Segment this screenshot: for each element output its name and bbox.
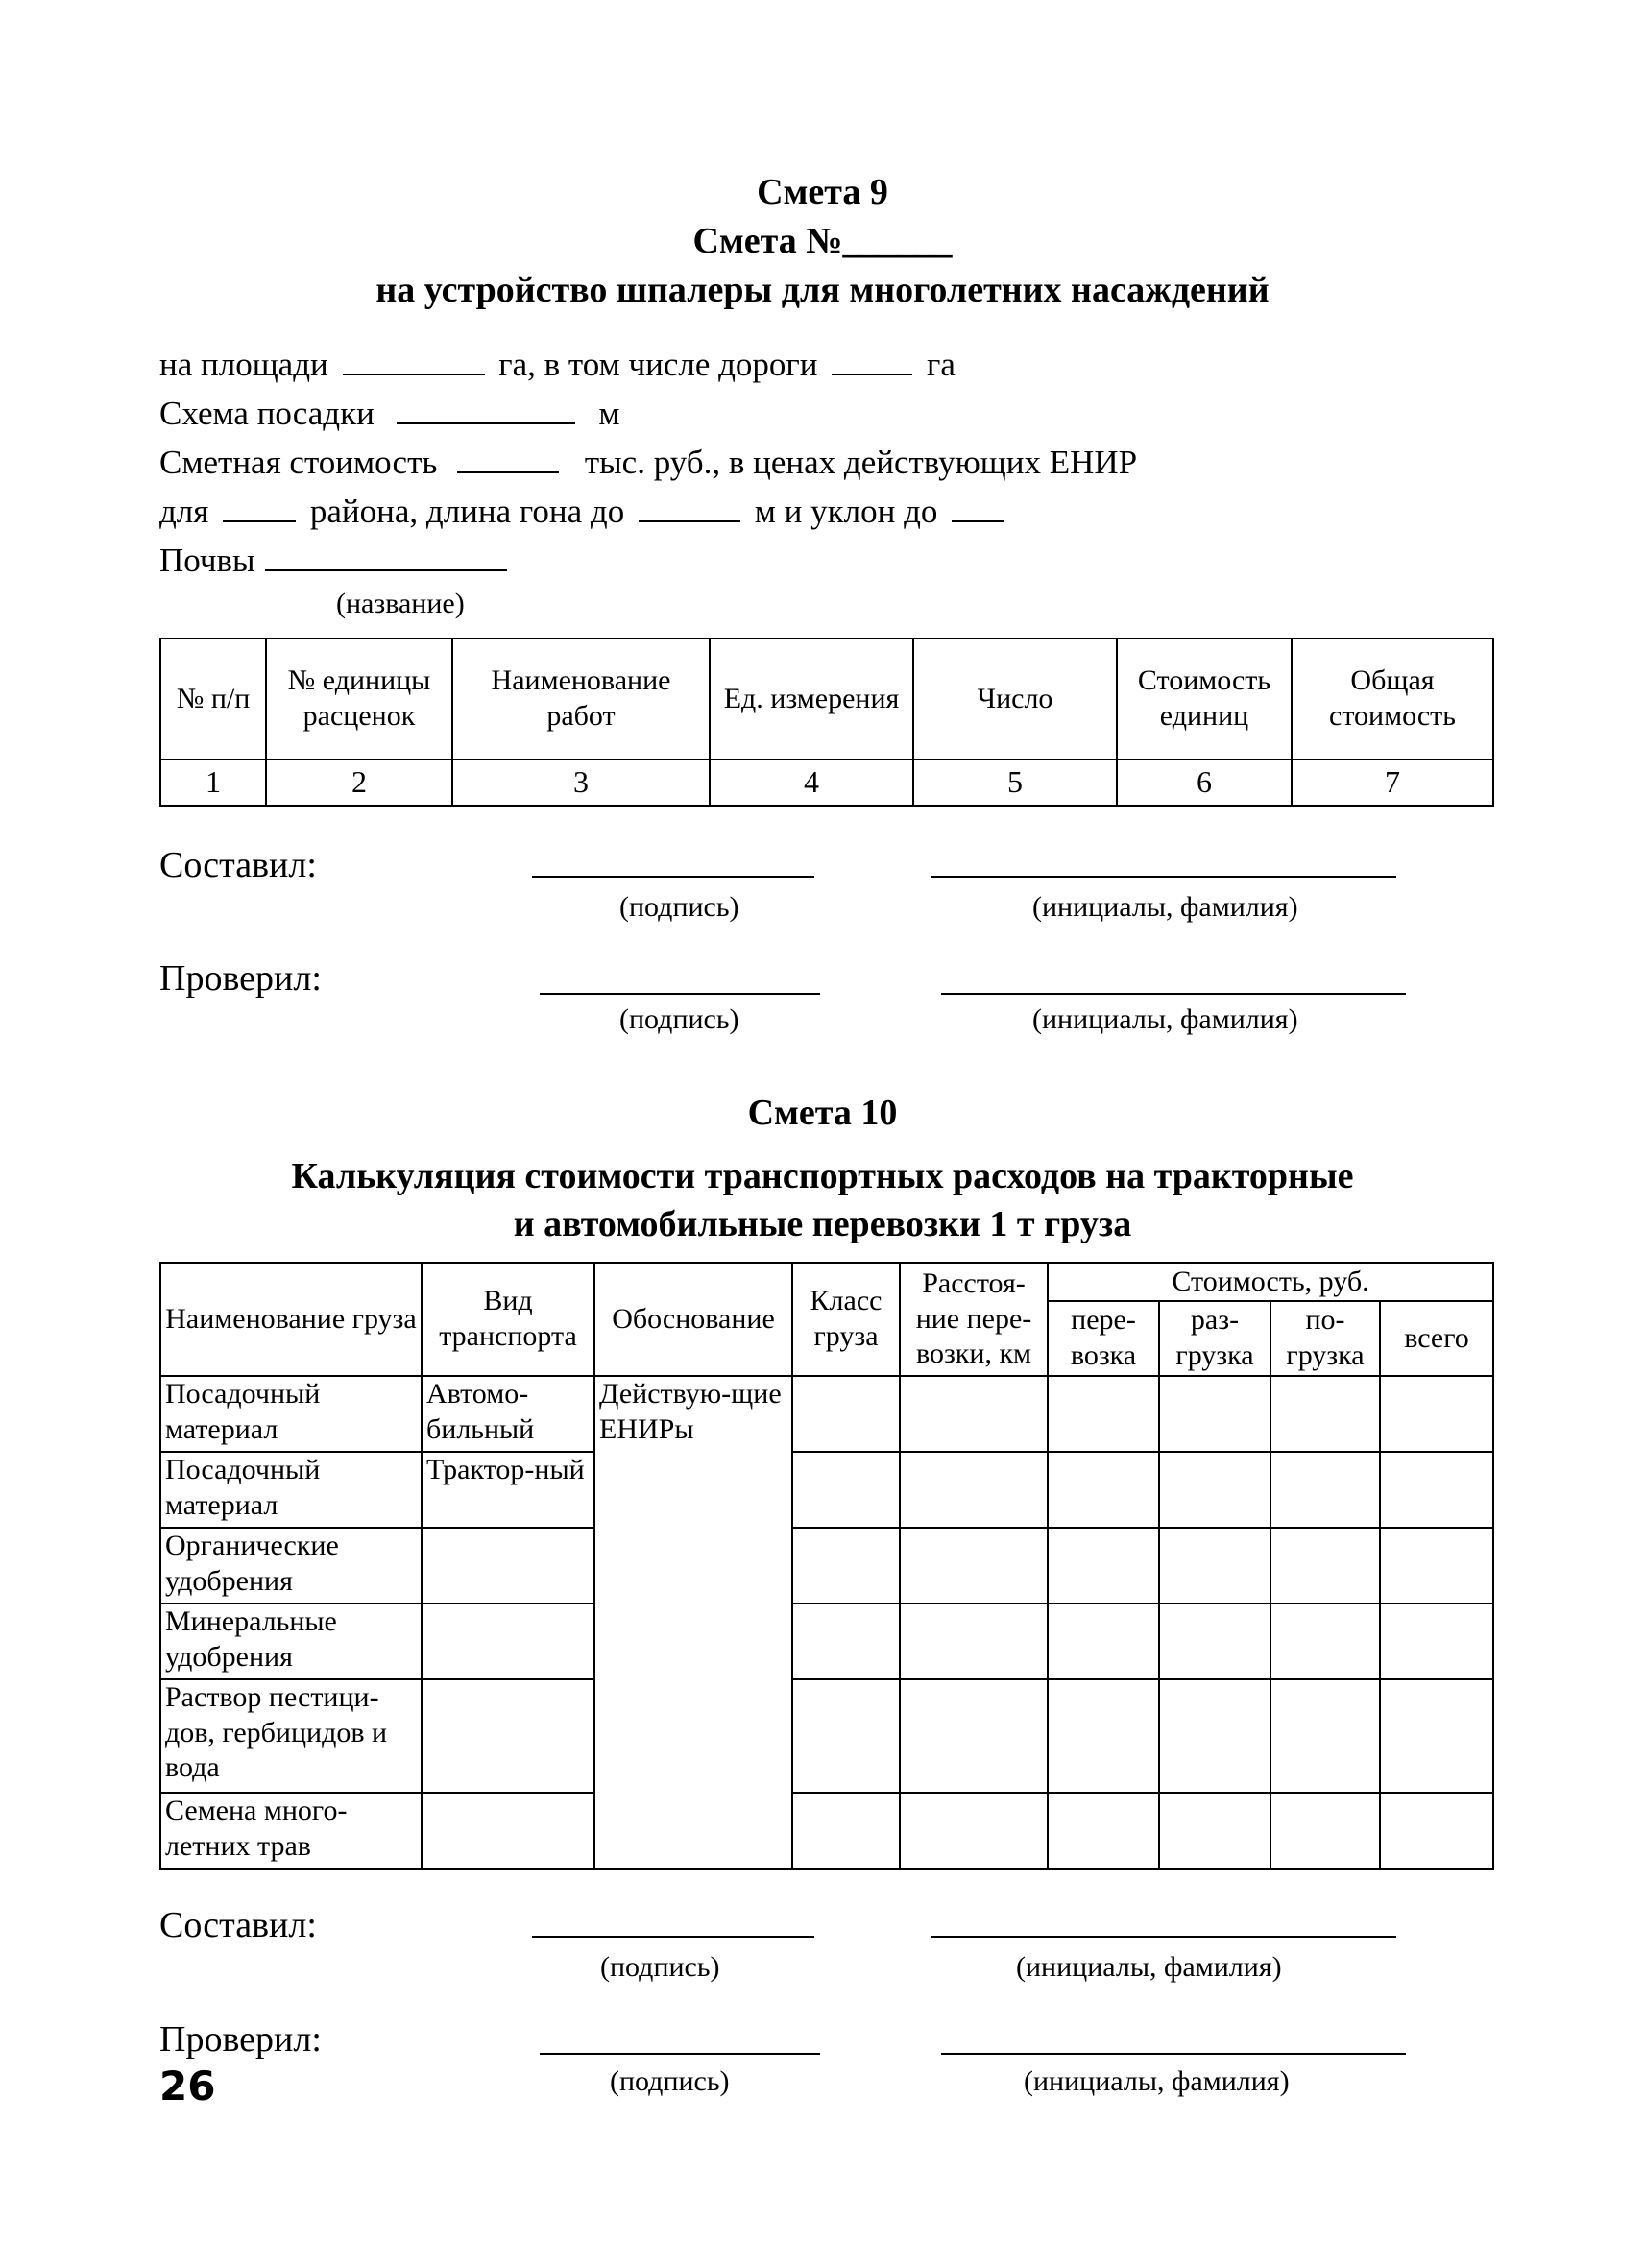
empty-cell[interactable] <box>900 1604 1048 1679</box>
header-pp: № п/п <box>160 639 266 760</box>
cargo-cell: Семена много-летних трав <box>160 1793 422 1869</box>
area-line <box>159 348 956 381</box>
region-line <box>159 495 1009 528</box>
empty-cell[interactable] <box>1380 1679 1493 1793</box>
header-unit: Ед. измерения <box>710 639 913 760</box>
empty-cell[interactable] <box>1270 1452 1380 1528</box>
header-transport-cost: пере-возка <box>1048 1301 1159 1376</box>
smeta9-compiled-label: Составил: <box>159 845 317 885</box>
smeta9-checked-label: Проверил: <box>159 958 322 999</box>
column-number: 3 <box>452 760 710 806</box>
smeta9-compiled-name-caption: (инициалы, фамилия) <box>1032 891 1298 923</box>
soil-label: Почвы <box>159 542 255 579</box>
smeta10-title-line1: Калькуляция стоимости транспортных расходов на тракторные <box>291 1156 1354 1196</box>
empty-cell[interactable] <box>792 1528 900 1604</box>
empty-cell[interactable] <box>900 1528 1048 1604</box>
roads-blank[interactable] <box>832 349 912 375</box>
table-row <box>160 1376 1493 1452</box>
empty-cell[interactable] <box>900 1452 1048 1528</box>
transport-cell: Автомо-бильный <box>422 1376 594 1452</box>
smeta10-compiled-name-line[interactable] <box>931 1936 1396 1938</box>
smeta10-checked-name-line[interactable] <box>941 2053 1406 2055</box>
header-count: Число <box>913 639 1117 760</box>
length-label: района, длина гона до <box>309 493 625 530</box>
header-unit-number: № единицы расценок <box>266 639 452 760</box>
empty-cell[interactable] <box>1380 1604 1493 1679</box>
area-label: на площади <box>159 346 328 383</box>
smeta10-title-line2: и автомобильные перевозки 1 т груза <box>513 1204 1132 1244</box>
cargo-cell: Раствор пестици-дов, гербицидов и вода <box>160 1679 422 1793</box>
empty-cell[interactable] <box>1270 1793 1380 1869</box>
empty-cell[interactable] <box>900 1376 1048 1452</box>
header-work-name: Наименование работ <box>452 639 710 760</box>
header-cargo-class: Класс груза <box>792 1263 900 1376</box>
empty-cell[interactable] <box>1159 1528 1270 1604</box>
smeta10-table <box>159 1262 1494 1870</box>
empty-cell[interactable] <box>1380 1376 1493 1452</box>
smeta10-checked-label: Проверил: <box>159 2019 322 2060</box>
empty-cell[interactable] <box>792 1604 900 1679</box>
empty-cell[interactable] <box>792 1679 900 1793</box>
transport-cell[interactable] <box>422 1604 594 1679</box>
smeta10-compiled-sign-caption: (подпись) <box>600 1951 720 1983</box>
region-blank[interactable] <box>223 495 296 522</box>
empty-cell[interactable] <box>1159 1452 1270 1528</box>
empty-cell[interactable] <box>1380 1793 1493 1869</box>
smeta9-compiled-sign-caption: (подпись) <box>619 891 739 923</box>
smeta9-number-label: Смета №______ <box>692 221 953 261</box>
smeta10-checked-name-caption: (инициалы, фамилия) <box>1024 2065 1290 2097</box>
transport-cell[interactable] <box>422 1793 594 1869</box>
header-total-cost: Общая стоимость <box>1292 639 1493 760</box>
empty-cell[interactable] <box>1380 1528 1493 1604</box>
smeta9-compiled-sign-line[interactable] <box>532 876 814 878</box>
empty-cell[interactable] <box>792 1793 900 1869</box>
empty-cell[interactable] <box>1380 1452 1493 1528</box>
header-cost-group: Стоимость, руб. <box>1048 1263 1493 1301</box>
soil-line <box>159 543 513 577</box>
smeta9-table <box>159 638 1494 807</box>
column-number: 5 <box>913 760 1117 806</box>
slope-label: м и уклон до <box>754 493 938 530</box>
empty-cell[interactable] <box>1048 1793 1159 1869</box>
transport-cell[interactable] <box>422 1528 594 1604</box>
slope-blank[interactable] <box>952 495 1004 522</box>
smeta10-compiled-name-caption: (инициалы, фамилия) <box>1016 1951 1282 1983</box>
header-total: всего <box>1380 1301 1493 1376</box>
empty-cell[interactable] <box>1048 1604 1159 1679</box>
page-number: 26 <box>159 2063 216 2110</box>
empty-cell[interactable] <box>1270 1528 1380 1604</box>
empty-cell[interactable] <box>900 1679 1048 1793</box>
header-unit-cost: Стоимость единиц <box>1117 639 1292 760</box>
roads-unit: га <box>927 346 956 383</box>
smeta10-compiled-label: Составил: <box>159 1905 317 1945</box>
scheme-blank[interactable] <box>397 398 575 424</box>
cost-line <box>159 446 1137 479</box>
empty-cell[interactable] <box>1159 1793 1270 1869</box>
empty-cell[interactable] <box>900 1793 1048 1869</box>
length-blank[interactable] <box>639 495 740 522</box>
empty-cell[interactable] <box>1048 1528 1159 1604</box>
smeta9-heading: Смета 9 <box>757 172 888 212</box>
smeta9-checked-name-caption: (инициалы, фамилия) <box>1032 1003 1298 1035</box>
empty-cell[interactable] <box>1270 1376 1380 1452</box>
table-row <box>160 1793 1493 1869</box>
header-unloading: раз-грузка <box>1159 1301 1270 1376</box>
empty-cell[interactable] <box>1048 1376 1159 1452</box>
transport-cell[interactable] <box>422 1679 594 1793</box>
cargo-cell: Посадочный материал <box>160 1452 422 1528</box>
empty-cell[interactable] <box>792 1452 900 1528</box>
column-number: 6 <box>1117 760 1292 806</box>
empty-cell[interactable] <box>1159 1679 1270 1793</box>
smeta9-checked-sign-line[interactable] <box>540 993 820 995</box>
cost-label: Сметная стоимость <box>159 444 438 481</box>
region-label: для <box>159 493 209 530</box>
header-distance: Расстоя-ние пере-возки, км <box>900 1263 1048 1376</box>
empty-cell[interactable] <box>792 1376 900 1452</box>
soil-blank[interactable] <box>265 544 507 571</box>
cargo-cell: Органические удобрения <box>160 1528 422 1604</box>
table-row <box>160 1452 1493 1528</box>
header-basis: Обоснование <box>594 1263 792 1376</box>
basis-cell: Действую-щие ЕНИРы <box>594 1376 792 1869</box>
header-cargo: Наименование груза <box>160 1263 422 1376</box>
transport-cell: Трактор-ный <box>422 1452 594 1528</box>
smeta10-heading: Смета 10 <box>747 1093 898 1133</box>
cost-blank[interactable] <box>457 446 559 473</box>
cargo-cell: Посадочный материал <box>160 1376 422 1452</box>
empty-cell[interactable] <box>1048 1679 1159 1793</box>
smeta9-checked-sign-caption: (подпись) <box>619 1003 739 1035</box>
scheme-line <box>159 397 620 430</box>
empty-cell[interactable] <box>1270 1604 1380 1679</box>
smeta10-checked-sign-line[interactable] <box>540 2053 820 2055</box>
table-row <box>160 1604 1493 1679</box>
table-row <box>160 1528 1493 1604</box>
table-row <box>160 1679 1493 1793</box>
soil-caption: (название) <box>336 588 465 619</box>
roads-label: га, в том числе дороги <box>498 346 818 383</box>
empty-cell[interactable] <box>1270 1679 1380 1793</box>
column-number: 2 <box>266 760 452 806</box>
column-number: 7 <box>1292 760 1493 806</box>
area-blank[interactable] <box>343 349 485 375</box>
scheme-unit: м <box>598 395 620 432</box>
scheme-label: Схема посадки <box>159 395 375 432</box>
column-number: 4 <box>710 760 913 806</box>
smeta9-compiled-name-line[interactable] <box>931 876 1396 878</box>
cost-unit: тыс. руб., в ценах действующих ЕНИР <box>584 444 1138 481</box>
smeta9-subtitle: на устройство шпалеры для многолетних насаждений <box>375 270 1270 310</box>
empty-cell[interactable] <box>1159 1376 1270 1452</box>
empty-cell[interactable] <box>1159 1604 1270 1679</box>
smeta10-checked-sign-caption: (подпись) <box>610 2065 730 2097</box>
column-number: 1 <box>160 760 266 806</box>
cargo-cell: Минеральные удобрения <box>160 1604 422 1679</box>
header-loading: по-грузка <box>1270 1301 1380 1376</box>
header-transport-type: Вид транспорта <box>422 1263 594 1376</box>
smeta9-checked-name-line[interactable] <box>941 993 1406 995</box>
empty-cell[interactable] <box>1048 1452 1159 1528</box>
smeta10-compiled-sign-line[interactable] <box>532 1936 814 1938</box>
